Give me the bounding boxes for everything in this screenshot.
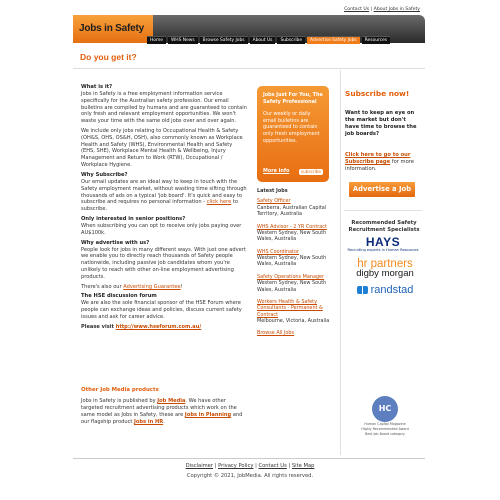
footer-sep: | bbox=[213, 463, 219, 469]
hseforum-link[interactable]: http://www.hseforum.com.au/ bbox=[115, 323, 202, 330]
senior-para: When subscribing you can opt to receive only jobs paying over AU$100k. bbox=[81, 222, 242, 236]
nav-subscribe[interactable]: Subscribe bbox=[277, 36, 305, 44]
advertise-heading: Why advertise with us? bbox=[81, 239, 150, 246]
jobs-in-planning-link[interactable]: Jobs in Planning bbox=[184, 411, 232, 418]
footer-divider bbox=[73, 458, 425, 459]
promo-more-info-link[interactable]: More info bbox=[263, 168, 290, 175]
advertise-a-job-button[interactable]: Advertise a Job bbox=[349, 182, 415, 197]
senior-heading: Only interested in senior positions? bbox=[81, 215, 186, 222]
job-item bbox=[257, 274, 339, 293]
why-subscribe-text: Our email updates are an ideal way to keep in touch with the Safety employment market, without wasting time sifting through thousands of ads on a typical 'job board'. It's quick and easy to subscribe and requires no personal information - bbox=[81, 178, 247, 206]
top-contact-link[interactable]: Contact Us bbox=[344, 7, 370, 12]
footer-links bbox=[0, 463, 500, 470]
footer-contact-link[interactable]: Contact Us bbox=[258, 463, 287, 469]
job-title-link[interactable]: Safety Officer bbox=[257, 198, 291, 205]
guarantee-pre: There's also our bbox=[81, 283, 124, 290]
job-title-link[interactable]: Workers Health & Safety Consultants - Permanent & Contract bbox=[257, 298, 323, 318]
top-sep: | bbox=[370, 7, 373, 12]
jobmedia-end: . bbox=[163, 418, 165, 425]
title-divider bbox=[73, 68, 425, 69]
to-subscribe-text: to subscribe. bbox=[81, 199, 238, 213]
subscribe-link-post: for more information. bbox=[345, 159, 414, 173]
what-para-2: We include only jobs relating to Occupational Health & Safety (OH&S, OHS, OS&H, OSH), also commonly known as Workplace Health and Safety (WHS), Environmental Health and Safety (EHS, SHE), Workplace Mental Health & Wellbeing, Injury Management and Return to Work (RTW), Occupational / Workplace Hygiene. bbox=[81, 128, 243, 169]
visit-pre: Please visit bbox=[81, 323, 116, 330]
subscribe-question: Want to keep an eye on the market but don't have time to browse the job boards? bbox=[345, 110, 417, 138]
what-heading: What is it? bbox=[81, 84, 113, 90]
hays-logo[interactable] bbox=[346, 236, 420, 253]
footer-disclaimer-link[interactable]: Disclaimer bbox=[185, 463, 214, 469]
jobmedia-link[interactable]: Job Media bbox=[157, 398, 186, 404]
nav-whs-news[interactable]: WHS News bbox=[168, 36, 198, 44]
click-here-link[interactable]: click here bbox=[206, 199, 232, 206]
award-badge bbox=[360, 396, 410, 446]
jobmedia-para bbox=[81, 398, 247, 426]
job-title-link[interactable]: Safety Operations Manager bbox=[257, 273, 325, 280]
job-title-link[interactable]: WHS Advisor - 2 YR Contract bbox=[257, 223, 327, 230]
job-location: Melbourne, Victoria, Australia bbox=[257, 318, 330, 324]
advertise-para: People look for jobs in many different ways. With just one advert we enable you to directly reach thousands of Safety people nationwide, including passive job candidates whom you're unlikely to reach with other on-line employment advertising products. bbox=[81, 246, 246, 280]
main-nav bbox=[147, 36, 390, 43]
page-title: Do you get it? bbox=[80, 52, 137, 62]
forum-heading: The HSE discussion forum bbox=[81, 293, 157, 300]
award-medal-icon: HC bbox=[372, 396, 398, 422]
jobmedia-and: and our flagship product bbox=[81, 411, 243, 425]
top-about-link[interactable]: About Jobs in Safety bbox=[373, 7, 420, 12]
award-line-3: Best Job Board category bbox=[365, 431, 405, 436]
forum-para: We are also the sole financial sponsor of the HSE Forum where people can exchange ideas and policies, discuss current safety issues and ask for career advice. bbox=[81, 300, 242, 320]
sidebar-divider bbox=[344, 210, 422, 211]
guarantee-post: ! bbox=[180, 283, 183, 290]
browse-all-jobs-link[interactable]: Browse All Jobs bbox=[257, 330, 295, 337]
job-location: Western Sydney, New South Wales, Australia bbox=[257, 280, 327, 293]
randstad-logo[interactable] bbox=[346, 283, 424, 298]
jobmedia-mid: . We have other targeted recruitment advertising products which work on the same model as Jobs in Safety, these are bbox=[81, 398, 237, 418]
award-line-1: Human Capital Magazine bbox=[364, 422, 406, 426]
nav-advertise-jobs[interactable]: Advertise Safety Jobs bbox=[307, 36, 360, 44]
job-item bbox=[257, 224, 339, 243]
job-location: Western Sydney, New South Wales, Australia bbox=[257, 255, 327, 268]
promo-subscribe-button[interactable]: subscribe bbox=[300, 169, 321, 175]
subscribe-now-heading: Subscribe now! bbox=[345, 89, 410, 98]
visit-para bbox=[81, 324, 247, 331]
main-content bbox=[81, 84, 247, 334]
randstad-name: randstad bbox=[370, 284, 414, 296]
guarantee-para bbox=[81, 284, 247, 291]
top-links bbox=[344, 7, 420, 13]
guarantee-link[interactable]: Advertising Guarantee bbox=[123, 283, 181, 290]
award-line-2: Highly Recommended Award bbox=[361, 426, 409, 431]
promo-body: Our weekly or daily email bulletins are guaranteed to contain only fresh employment opportunities. bbox=[263, 111, 320, 144]
footer-sep: | bbox=[286, 463, 292, 469]
latest-jobs-heading: Latest Jobs bbox=[257, 188, 288, 194]
jobmedia-pre: Jobs in Safety is published by bbox=[81, 398, 158, 404]
job-item bbox=[257, 198, 339, 217]
job-title-link[interactable]: WHS Coordinator bbox=[257, 248, 299, 255]
copyright: Copyright © 2021, JobMedia. All rights reserved. bbox=[186, 473, 314, 479]
site-logo[interactable]: Jobs in Safety bbox=[73, 15, 153, 43]
footer-privacy-link[interactable]: Privacy Policy bbox=[218, 463, 254, 469]
nav-about-us[interactable]: About Us bbox=[250, 36, 276, 44]
hr-partners-logo[interactable]: hr partners bbox=[357, 258, 413, 270]
subscribe-link-para bbox=[345, 152, 421, 173]
promo-heading: Jobs Just For You, The Safety Professional bbox=[263, 92, 323, 105]
randstad-mark-icon bbox=[357, 286, 368, 294]
job-item bbox=[257, 299, 339, 325]
subscribe-page-link[interactable]: Click here to go to our Subscribe page bbox=[345, 152, 411, 166]
hays-tagline: Recruiting experts in Human Resources bbox=[347, 248, 419, 252]
job-location: Western Sydney, New South Wales, Australia bbox=[257, 229, 327, 243]
promo-box bbox=[257, 86, 329, 182]
digby-morgan-logo[interactable]: digby morgan bbox=[356, 268, 414, 279]
why-subscribe-heading: Why Subscribe? bbox=[81, 171, 128, 178]
jobs-in-hr-link[interactable]: Jobs in HR bbox=[133, 418, 164, 425]
job-location: Canberra, Australian Capital Territory, Australia bbox=[257, 204, 327, 218]
footer-sitemap-link[interactable]: Site Map bbox=[291, 463, 315, 469]
site-header bbox=[73, 15, 425, 43]
what-para-1: Jobs in Safety is a free employment information service specifically for the Australian safety profession. Our email bulletins are compiled by humans and are guaranteed to contain only fresh and relevant employment opportunities. We won't waste your time with the same old jobs over and over again. bbox=[81, 90, 247, 125]
jobmedia-heading: Other Job Media products bbox=[81, 387, 159, 393]
nav-resources[interactable]: Resources bbox=[362, 36, 390, 44]
footer-sep: | bbox=[253, 463, 259, 469]
hays-name: HAYS bbox=[365, 235, 401, 249]
job-item bbox=[257, 249, 339, 268]
nav-browse-jobs[interactable]: Browse Safety Jobs bbox=[200, 36, 248, 44]
latest-jobs bbox=[257, 188, 339, 337]
recruiters-heading: Recommended Safety Recruitment Specialists bbox=[348, 220, 420, 234]
nav-home[interactable]: Home bbox=[147, 36, 166, 44]
why-subscribe-para bbox=[81, 179, 247, 213]
